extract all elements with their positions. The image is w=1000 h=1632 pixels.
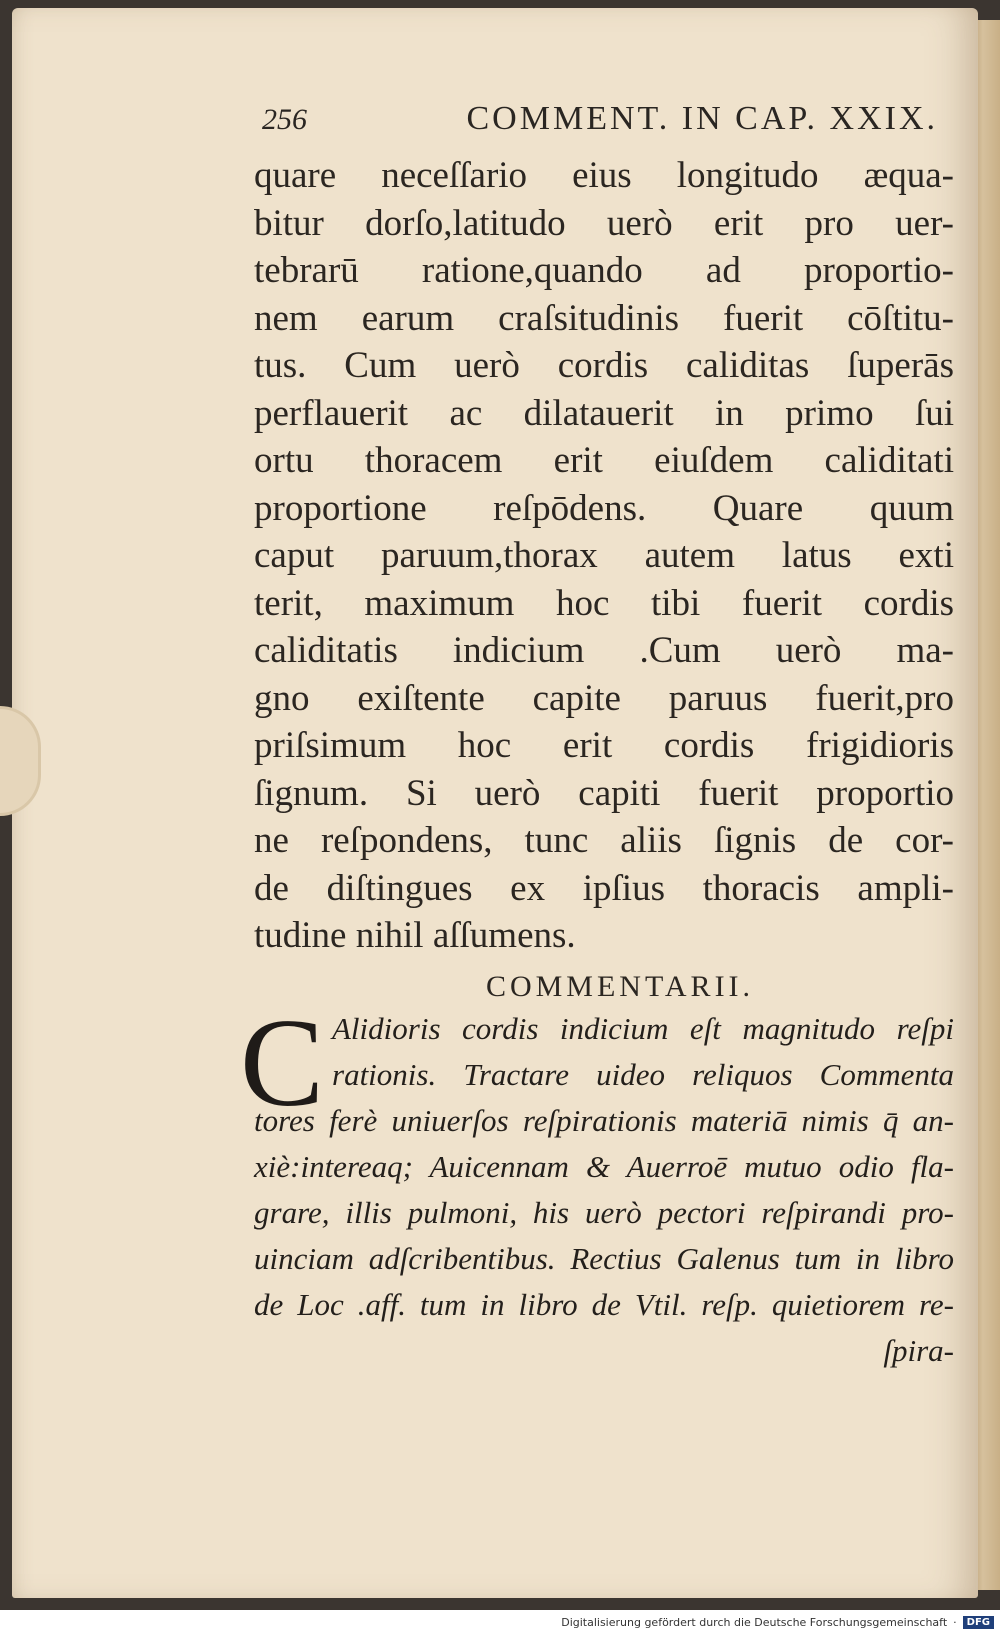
commentary-line: de Loc .aff. tum in libro de Vtil. reſp. quietiorem re- [254,1287,954,1322]
text-line: caliditatis indicium .Cum uerò ma- [254,630,954,671]
running-title: COMMENT. IN CAP. XXIX. [466,100,938,137]
text-line: perflauerit ac dilatauerit in primo ſui [254,392,954,434]
catchword: ſpira- [883,1333,954,1368]
page-number: 256 [262,103,307,136]
text-line: nem earum craſsitudinis fuerit cōſtitu- [254,297,954,339]
commentary-line: uinciam adſcribentibus. Rectius Galenus tum in libro [254,1241,954,1276]
digitization-footer: Digitalisierung gefördert durch die Deutsche Forschungsgemeinschaft · DFG [0,1612,1000,1632]
commentary-line: grare, illis pulmoni, his uerò pectori reſpirandi pro- [254,1195,954,1230]
commentary-text-block [254,1006,954,1374]
text-line: ſignum. Si uerò capiti fuerit proportio [254,772,954,814]
funding-credit: Digitalisierung gefördert durch die Deutsche Forschungsgemeinschaft [561,1615,948,1629]
text-line: ne reſpondens, tunc aliis ſignis de cor- [254,820,954,861]
text-line: terit, maximum hoc tibi fuerit cordis [254,582,954,624]
dfg-logo: DFG [963,1616,994,1629]
commentary-line: rationis. Tractare uideo reliquos Commenta [332,1057,954,1092]
text-line: gno exiſtente capite paruus fuerit,pro [254,677,954,719]
commentary-line: xiè:intereaq; Auicennam & Auerroē mutuo odio fla- [254,1149,954,1184]
text-line: tebrarū ratione,quando ad proportio- [254,250,954,291]
text-line: bitur dorſo,latitudo uerò erit pro uer- [254,202,954,244]
drop-cap-initial: C [240,994,325,1133]
text-line: tudine nihil aſſumens. [254,915,576,956]
commentary-line: Alidioris cordis indicium eſt magnitudo reſpi [332,1011,954,1046]
commentary-line: tores ferè uniuerſos reſpirationis materiā nimis q̄ an- [254,1103,954,1138]
text-line: quare neceſſario eius longitudo æqua- [254,155,954,196]
text-line: de diſtingues ex ipſius thoracis ampli- [254,867,954,909]
main-text-block [254,152,954,960]
text-line: priſsimum hoc erit cordis frigidioris [254,725,954,766]
text-line: proportione reſpōdens. Quare quum [254,487,954,529]
text-line: ortu thoracem erit eiuſdem caliditati [254,440,954,481]
text-line: caput paruum,thorax autem latus exti [254,535,954,576]
section-heading: COMMENTARII. [485,970,755,1003]
running-header [262,100,938,148]
text-line: tus. Cum uerò cordis caliditas ſuperās [254,345,954,386]
